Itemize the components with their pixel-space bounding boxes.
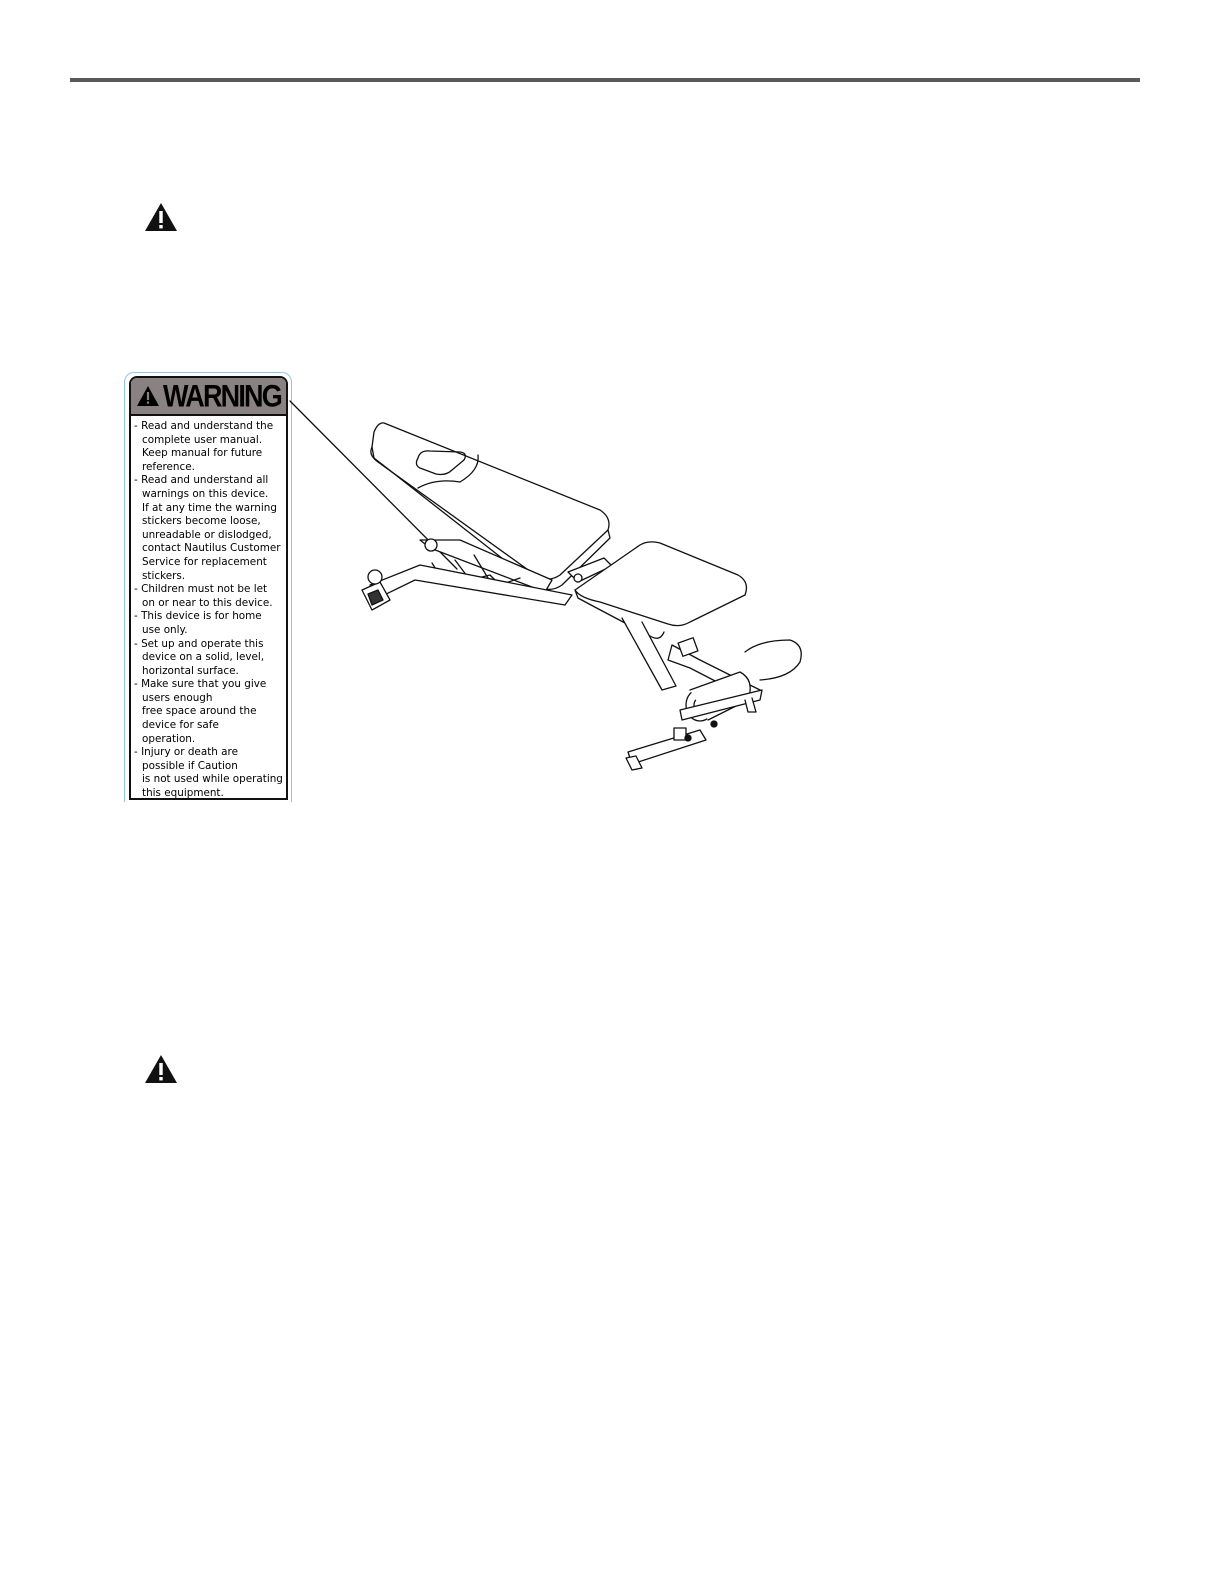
warning-triangle-icon	[143, 1053, 179, 1085]
warning-sticker	[129, 376, 288, 800]
warning-triangle-icon	[143, 201, 179, 233]
warning-sticker-header	[131, 378, 286, 416]
warning-item: - Injury or death are possible if Caution is not used while operating this equipment.	[134, 746, 284, 800]
upper-roller	[745, 640, 801, 680]
warning-item: - Set up and operate this device on a solid, level, horizontal surface.	[134, 638, 284, 679]
warning-sticker-list	[131, 416, 286, 800]
rear-rail	[628, 730, 706, 764]
warning-item: - This device is for home use only.	[134, 610, 284, 637]
seat-pad	[575, 542, 746, 626]
seat-support	[622, 618, 676, 690]
warning-triangle-icon	[136, 385, 160, 407]
front-wheel	[368, 570, 382, 584]
rear-leg	[674, 728, 686, 740]
header-rule	[70, 78, 1140, 82]
warning-item: - Read and understand all warnings on this device. If at any time the warning stickers become loose, unreadable or dislodged, contact Nautilus Customer Service for replacement stickers.	[134, 474, 284, 583]
weight-bench-illustration	[285, 395, 815, 790]
warning-sticker-title: WARNING	[163, 378, 281, 413]
warning-item: - Read and understand the complete user manual. Keep manual for future reference.	[134, 420, 284, 474]
warning-item: - Make sure that you give users enough free space around the device for safe operation.	[134, 678, 284, 746]
rear-wheel	[425, 539, 437, 551]
warning-item: - Children must not be let on or near to this device.	[134, 583, 284, 610]
